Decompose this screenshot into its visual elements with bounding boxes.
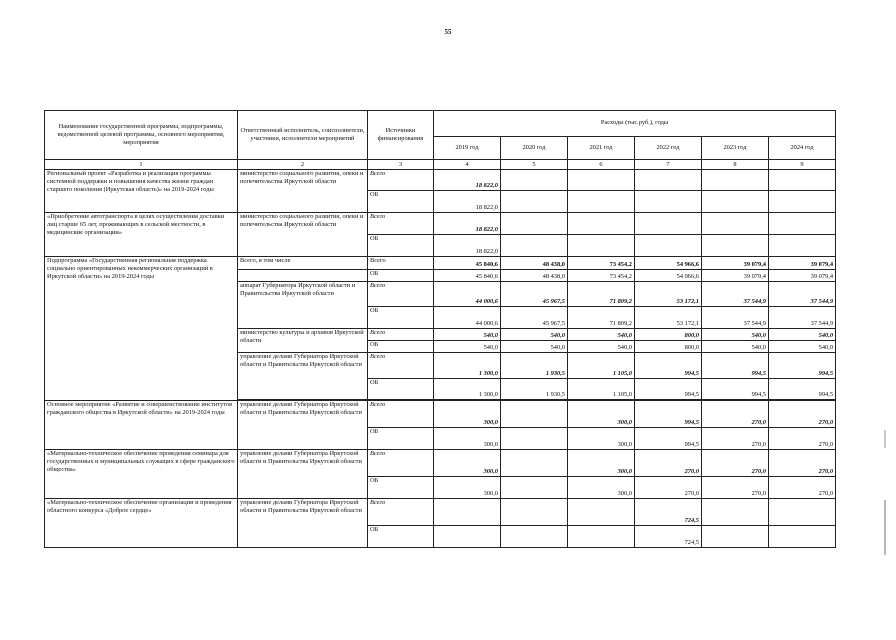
- value-cell: 300,0: [568, 428, 635, 450]
- value-cell: 270,0: [702, 450, 769, 477]
- value-cell: 37 544,9: [702, 282, 769, 307]
- program-name: «Материально-техническое обеспечение организации и проведения областного конкурса «Доброе сердце»: [45, 499, 238, 548]
- value-cell: [501, 191, 568, 213]
- value-cell: [501, 170, 568, 191]
- value-cell: [702, 499, 769, 526]
- value-cell: 540,0: [702, 329, 769, 341]
- header-year: 2019 год: [434, 136, 501, 159]
- program-name: Подпрограмма «Государственная региональная поддержка социально ориентированных некоммерческих организаций в Иркутской области» на 2019-2024 годы: [45, 257, 238, 401]
- value-cell: 71 809,2: [568, 307, 635, 329]
- value-cell: 300,0: [434, 401, 501, 428]
- source-label: ОБ: [368, 341, 434, 353]
- value-cell: 300,0: [434, 477, 501, 499]
- source-label: ОБ: [368, 191, 434, 213]
- source-label: ОБ: [368, 526, 434, 548]
- executor-name: управление делами Губернатора Иркутской области и Правительства Иркутской области: [238, 401, 368, 450]
- program-name: «Приобретение автотранспорта в целях осуществления доставки лиц старше 65 лет, проживающих в сельской местности, в медицинские организации»: [45, 213, 238, 257]
- table-row: [45, 499, 836, 526]
- value-cell: 270,0: [769, 477, 836, 499]
- value-cell: 270,0: [702, 477, 769, 499]
- value-cell: [769, 235, 836, 257]
- value-cell: [769, 170, 836, 191]
- value-cell: 270,0: [702, 428, 769, 450]
- value-cell: 994,5: [635, 401, 702, 428]
- value-cell: 540,0: [769, 341, 836, 353]
- program-name: Основное мероприятие «Развитие и совершенствование институтов гражданского общества в Иркутской области» на 2019-2024 годы: [45, 401, 238, 450]
- value-cell: [568, 235, 635, 257]
- value-cell: [501, 499, 568, 526]
- source-label: ОБ: [368, 428, 434, 450]
- budget-table: [44, 110, 836, 548]
- value-cell: 994,5: [635, 353, 702, 379]
- column-number: 1: [45, 160, 238, 170]
- value-cell: [568, 526, 635, 548]
- value-cell: [568, 170, 635, 191]
- value-cell: 45 967,5: [501, 282, 568, 307]
- value-cell: 994,5: [769, 353, 836, 379]
- value-cell: [568, 499, 635, 526]
- column-number: 2: [238, 160, 368, 170]
- value-cell: 18 822,0: [434, 235, 501, 257]
- column-number: 7: [635, 160, 702, 170]
- executor-name: управление делами Губернатора Иркутской области и Правительства Иркутской области: [238, 353, 368, 400]
- value-cell: 270,0: [635, 450, 702, 477]
- value-cell: [702, 235, 769, 257]
- value-cell: [769, 191, 836, 213]
- value-cell: 37 544,9: [769, 307, 836, 329]
- value-cell: 1 300,0: [434, 353, 501, 379]
- value-cell: 724,5: [635, 499, 702, 526]
- value-cell: 300,0: [434, 450, 501, 477]
- value-cell: [501, 450, 568, 477]
- value-cell: 37 544,9: [769, 282, 836, 307]
- value-cell: [702, 170, 769, 191]
- value-cell: 1 105,0: [568, 379, 635, 400]
- value-cell: 45 840,6: [434, 257, 501, 270]
- column-number: 9: [769, 160, 836, 170]
- value-cell: 300,0: [568, 450, 635, 477]
- value-cell: 1 930,5: [501, 379, 568, 400]
- value-cell: 18 822,0: [434, 191, 501, 213]
- value-cell: [635, 170, 702, 191]
- column-number: 4: [434, 160, 501, 170]
- value-cell: 540,0: [434, 329, 501, 341]
- value-cell: 540,0: [702, 341, 769, 353]
- header-source: Источники финансирования: [368, 111, 434, 160]
- table-row: [45, 401, 836, 428]
- source-label: Всего: [368, 170, 434, 191]
- source-label: Всего: [368, 499, 434, 526]
- value-cell: 994,5: [635, 379, 702, 400]
- value-cell: 45 840,6: [434, 270, 501, 282]
- source-label: ОБ: [368, 477, 434, 499]
- table-row: [45, 450, 836, 477]
- executor-name: управление делами Губернатора Иркутской области и Правительства Иркутской области: [238, 499, 368, 548]
- value-cell: 540,0: [568, 329, 635, 341]
- value-cell: 300,0: [568, 401, 635, 428]
- value-cell: [501, 213, 568, 235]
- value-cell: 44 000,6: [434, 307, 501, 329]
- value-cell: 540,0: [501, 341, 568, 353]
- value-cell: 270,0: [702, 401, 769, 428]
- value-cell: 994,5: [635, 428, 702, 450]
- program-name: Региональный проект «Разработка и реализация программы системной поддержки и повышения качества жизни граждан старшего поколения (Иркутская область)» на 2019-2024 годы: [45, 170, 238, 213]
- value-cell: 53 172,1: [635, 282, 702, 307]
- source-label: Всего: [368, 213, 434, 235]
- source-label: ОБ: [368, 235, 434, 257]
- source-label: Всего: [368, 353, 434, 379]
- value-cell: 54 966,6: [635, 270, 702, 282]
- table-row: [45, 170, 836, 191]
- value-cell: 18 822,0: [434, 170, 501, 191]
- source-label: Всего: [368, 282, 434, 307]
- value-cell: 540,0: [568, 341, 635, 353]
- executor-name: аппарат Губернатора Иркутской области и Правительства Иркутской области: [238, 282, 368, 329]
- column-number: 6: [568, 160, 635, 170]
- executor-name: Всего, в том числе: [238, 257, 368, 270]
- value-cell: [501, 235, 568, 257]
- value-cell: 44 000,6: [434, 282, 501, 307]
- header-year: 2020 год: [501, 136, 568, 159]
- value-cell: [635, 213, 702, 235]
- header-year: 2022 год: [635, 136, 702, 159]
- value-cell: 39 079,4: [702, 257, 769, 270]
- source-label: Всего: [368, 401, 434, 428]
- value-cell: 1 930,5: [501, 353, 568, 379]
- value-cell: 540,0: [501, 329, 568, 341]
- value-cell: 71 809,2: [568, 282, 635, 307]
- value-cell: 37 544,9: [702, 307, 769, 329]
- value-cell: 800,0: [635, 341, 702, 353]
- executor-name: министерство социального развития, опеки и попечительства Иркутской области: [238, 170, 368, 213]
- column-number-row: [45, 160, 836, 170]
- value-cell: 994,5: [702, 353, 769, 379]
- source-label: Всего: [368, 329, 434, 341]
- value-cell: 39 079,4: [769, 270, 836, 282]
- value-cell: [769, 526, 836, 548]
- value-cell: [568, 213, 635, 235]
- value-cell: 540,0: [769, 329, 836, 341]
- value-cell: [635, 191, 702, 213]
- value-cell: 800,0: [635, 329, 702, 341]
- value-cell: 270,0: [769, 428, 836, 450]
- value-cell: 1 105,0: [568, 353, 635, 379]
- value-cell: 53 172,1: [635, 307, 702, 329]
- value-cell: [635, 235, 702, 257]
- value-cell: 270,0: [769, 401, 836, 428]
- scan-edge-mark: [884, 430, 886, 448]
- header-year: 2021 год: [568, 136, 635, 159]
- header-program-name: Наименование государственной программы, подпрограммы, ведомственной целевой программы, основного мероприятия, мероприятия: [45, 111, 238, 160]
- value-cell: 270,0: [635, 477, 702, 499]
- value-cell: [769, 213, 836, 235]
- source-label: ОБ: [368, 379, 434, 400]
- value-cell: [501, 526, 568, 548]
- scan-edge-mark: [884, 500, 886, 555]
- value-cell: [568, 191, 635, 213]
- value-cell: 724,5: [635, 526, 702, 548]
- value-cell: 73 454,2: [568, 257, 635, 270]
- value-cell: 994,5: [769, 379, 836, 400]
- value-cell: 994,5: [702, 379, 769, 400]
- value-cell: [501, 428, 568, 450]
- value-cell: 18 822,0: [434, 213, 501, 235]
- executor-name: управление делами Губернатора Иркутской области и Правительства Иркутской области: [238, 450, 368, 499]
- column-number: 8: [702, 160, 769, 170]
- value-cell: 300,0: [434, 428, 501, 450]
- source-label: Всего: [368, 257, 434, 270]
- value-cell: 540,0: [434, 341, 501, 353]
- executor-name: министерство социального развития, опеки и попечительства Иркутской области: [238, 213, 368, 257]
- header-year: 2023 год: [702, 136, 769, 159]
- value-cell: 1 300,0: [434, 379, 501, 400]
- source-label: ОБ: [368, 307, 434, 329]
- value-cell: [702, 213, 769, 235]
- source-label: Всего: [368, 450, 434, 477]
- program-name: «Материально-техническое обеспечение проведения семинара для государственных и муниципальных служащих в сфере гражданского общества»: [45, 450, 238, 499]
- value-cell: 45 967,5: [501, 307, 568, 329]
- executor-name: министерство культуры и архивов Иркутской области: [238, 329, 368, 353]
- value-cell: 48 438,0: [501, 270, 568, 282]
- column-number: 3: [368, 160, 434, 170]
- value-cell: [434, 526, 501, 548]
- table-row: [45, 213, 836, 235]
- header-year: 2024 год: [769, 136, 836, 159]
- value-cell: 39 079,4: [702, 270, 769, 282]
- header-costs: Расходы (тыс.руб.), годы: [434, 111, 836, 137]
- value-cell: 39 079,4: [769, 257, 836, 270]
- value-cell: 54 966,6: [635, 257, 702, 270]
- value-cell: 300,0: [568, 477, 635, 499]
- page-number: 55: [444, 28, 452, 36]
- table-row: [45, 257, 836, 270]
- value-cell: 270,0: [769, 450, 836, 477]
- value-cell: [702, 526, 769, 548]
- header-executor: Ответственный исполнитель, соисполнители, участники, исполнители мероприятий: [238, 111, 368, 160]
- blank-cell: [238, 270, 368, 282]
- source-label: ОБ: [368, 270, 434, 282]
- value-cell: [702, 191, 769, 213]
- value-cell: [501, 477, 568, 499]
- column-number: 5: [501, 160, 568, 170]
- value-cell: 48 438,0: [501, 257, 568, 270]
- value-cell: [501, 401, 568, 428]
- value-cell: [434, 499, 501, 526]
- value-cell: [769, 499, 836, 526]
- value-cell: 73 454,2: [568, 270, 635, 282]
